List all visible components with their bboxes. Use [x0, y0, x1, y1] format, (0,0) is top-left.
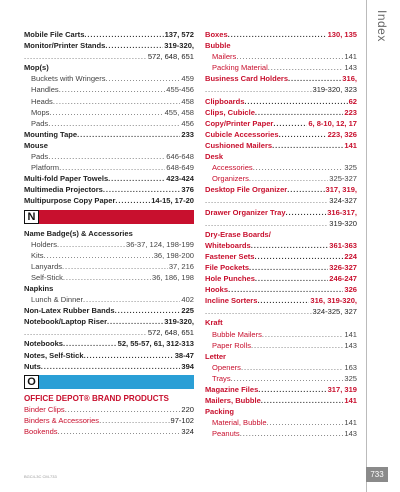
entry-pages: 324	[181, 426, 194, 436]
leader-dots	[24, 51, 147, 62]
entry-pages: 36-37, 124, 198-199	[126, 239, 194, 249]
entry-label: Bubble	[205, 41, 231, 51]
index-entry	[205, 373, 357, 384]
leader-dots	[84, 350, 174, 361]
index-entry	[205, 96, 357, 107]
entry-label: Incline Sorters	[205, 296, 258, 306]
leader-dots	[279, 129, 327, 140]
entry-pages: 572, 648, 651	[147, 52, 194, 62]
letter-bar-o-fill	[39, 375, 194, 389]
letter-n: N	[24, 210, 39, 224]
entry-label: Monitor/Printer Stands	[24, 41, 106, 51]
entry-label: Binder Clips	[24, 404, 65, 414]
leader-dots	[106, 73, 181, 84]
leader-dots	[255, 107, 344, 118]
entry-label: Drawer Organizer Tray	[205, 207, 286, 217]
entry-label: Kits	[31, 250, 44, 260]
leader-dots	[24, 327, 147, 338]
index-entry	[205, 240, 357, 251]
entry-pages: 143	[344, 63, 357, 73]
index-entry	[24, 272, 194, 283]
entry-label: Clipboards	[205, 96, 245, 106]
entry-pages: 52, 55-57, 61, 312-313	[117, 339, 194, 349]
leader-dots	[272, 140, 343, 151]
entry-pages: 97-102	[170, 415, 194, 425]
entry-pages: 141	[344, 52, 357, 62]
entry-pages: 402	[181, 295, 194, 305]
leader-dots	[63, 338, 117, 349]
leader-dots	[255, 273, 328, 284]
index-entry	[24, 305, 194, 316]
entry-label: Mailers, Bubble	[205, 396, 261, 406]
leader-dots	[65, 404, 181, 415]
brand-heading: OFFICE DEPOT® BRAND PRODUCTS	[24, 393, 169, 403]
leader-dots	[57, 239, 125, 250]
leader-dots	[288, 73, 341, 84]
entry-pages: 326	[344, 285, 357, 295]
index-entry	[205, 218, 357, 229]
leader-dots	[99, 415, 169, 426]
entry-label: Boxes	[205, 30, 228, 39]
index-entry	[205, 262, 357, 273]
index-entry	[205, 273, 357, 284]
leader-dots	[49, 107, 163, 118]
entry-pages: 648-649	[166, 163, 194, 173]
entry-label: Platform	[31, 163, 60, 173]
left-column	[24, 29, 194, 437]
letter-bar-n-fill	[39, 210, 194, 224]
entry-pages: 459	[181, 74, 194, 84]
index-entry	[205, 73, 357, 84]
index-entry	[24, 29, 194, 40]
index-entry	[205, 251, 357, 262]
entry-pages: 316, 319-320,	[310, 296, 357, 306]
leader-dots	[268, 62, 344, 73]
leader-dots	[205, 306, 312, 317]
entry-label: Multi-fold Paper Towels	[24, 174, 109, 184]
entry-pages: 62	[348, 96, 357, 106]
entry-pages: 143	[344, 429, 357, 439]
index-entry	[24, 350, 194, 361]
index-entry	[24, 316, 194, 327]
entry-pages: 326-327	[329, 262, 357, 272]
letter-bar-o	[24, 375, 194, 389]
index-entry	[24, 327, 194, 338]
index-entry	[24, 338, 194, 349]
entry-label: Lunch & Dinner	[31, 295, 84, 305]
index-entry	[205, 428, 357, 439]
entries-o	[24, 404, 194, 437]
index-entry	[205, 295, 357, 306]
index-entry	[205, 162, 357, 173]
leader-dots	[41, 361, 181, 372]
entry-pages: 455, 458	[164, 107, 194, 117]
entry-label: Dry-Erase Boards/	[205, 229, 271, 239]
leader-dots	[253, 162, 344, 173]
index-entry	[24, 73, 194, 84]
index-entry	[24, 250, 194, 261]
entry-pages: 223, 326	[327, 129, 357, 139]
entry-label: Fastener Sets	[205, 251, 255, 261]
index-entry	[24, 107, 194, 118]
leader-dots	[115, 195, 150, 206]
entry-pages: 141	[344, 140, 357, 150]
entry-pages: 317, 319,	[325, 185, 357, 195]
index-entry	[205, 417, 357, 428]
entry-pages: 456	[181, 118, 194, 128]
index-entry	[205, 306, 357, 317]
index-entry	[24, 51, 194, 62]
index-entry	[205, 395, 357, 406]
leader-dots	[228, 29, 327, 40]
index-entry	[24, 239, 194, 250]
entry-pages: 316,	[342, 74, 357, 84]
entry-label: Hooks	[205, 285, 229, 295]
entry-pages: 223	[344, 107, 357, 117]
entry-pages: 220	[181, 404, 194, 414]
entry-label: Nuts	[24, 361, 41, 371]
sidebar-divider	[366, 0, 367, 492]
index-entry	[24, 283, 194, 294]
entry-label: Binders & Accessories	[24, 415, 100, 425]
leader-dots	[115, 305, 181, 316]
index-entry	[205, 184, 357, 195]
leader-dots	[244, 96, 347, 107]
leader-dots	[108, 173, 165, 184]
index-entry	[24, 96, 194, 107]
entry-label: Trays	[212, 373, 231, 383]
index-entry	[205, 51, 357, 62]
entry-label: Paper Rolls	[212, 340, 252, 350]
entry-pages: 316-317,	[327, 207, 357, 217]
leader-dots	[59, 162, 165, 173]
entry-pages: 324-327	[329, 196, 357, 206]
entry-pages: 572, 648, 651	[147, 328, 194, 338]
entry-label: Mailers	[212, 52, 237, 62]
entry-label: Mobile File Carts	[24, 30, 85, 39]
entry-label: Openers	[212, 362, 241, 372]
entry-pages: 141	[344, 396, 357, 406]
leader-dots	[62, 261, 168, 272]
letter-o: O	[24, 375, 39, 389]
leader-dots	[205, 218, 328, 229]
index-entry	[24, 415, 194, 426]
entry-label: Mops	[31, 107, 50, 117]
leader-dots	[84, 29, 163, 40]
entry-pages: 246-247	[329, 274, 357, 284]
index-entry	[24, 228, 194, 239]
index-entry	[24, 40, 194, 51]
leader-dots	[241, 362, 343, 373]
entry-pages: 38-47	[174, 350, 194, 360]
index-entry	[24, 173, 194, 184]
leader-dots	[48, 151, 165, 162]
index-entry	[24, 426, 194, 437]
index-title: Index	[375, 10, 389, 42]
entry-label: Name Badge(s) & Accessories	[24, 228, 133, 238]
leader-dots	[77, 129, 180, 140]
entry-label: Packing Material	[212, 63, 268, 73]
leader-dots	[257, 295, 309, 306]
leader-dots	[63, 272, 151, 283]
entries-n	[24, 228, 194, 372]
index-entry	[205, 329, 357, 340]
index-entry	[24, 361, 194, 372]
leader-dots	[44, 250, 153, 261]
entry-pages: 137, 572	[164, 30, 194, 39]
leader-dots	[53, 96, 181, 107]
index-entry	[205, 384, 357, 395]
page-number: 733	[366, 467, 388, 482]
entry-label: Self-Stick	[31, 272, 63, 282]
entry-label: Desktop File Organizer	[205, 185, 288, 195]
leader-dots	[286, 207, 327, 218]
entry-pages: 143	[344, 340, 357, 350]
entry-pages: 36, 198-200	[153, 250, 194, 260]
entry-label: Letter	[205, 351, 226, 361]
entry-label: Lanyards	[31, 261, 63, 271]
entry-label: Material, Bubble	[212, 418, 267, 428]
entry-label: Organizers	[212, 174, 249, 184]
entry-label: Notebook/Laptop Riser	[24, 317, 108, 327]
letter-bar-n	[24, 210, 194, 224]
leader-dots	[262, 329, 343, 340]
index-entry	[205, 173, 357, 184]
entry-pages: 6, 8-10, 12, 17	[308, 118, 357, 128]
leader-dots	[205, 84, 312, 95]
index-sidebar	[365, 0, 400, 492]
leader-dots	[83, 294, 180, 305]
index-entry	[205, 284, 357, 295]
index-entry	[24, 184, 194, 195]
leader-dots	[231, 373, 344, 384]
leader-dots	[58, 426, 181, 437]
entry-label: Clips, Cubicle	[205, 107, 255, 117]
entry-label: Cubicle Accessories	[205, 129, 279, 139]
entry-pages: 325-327	[329, 174, 357, 184]
leader-dots	[258, 384, 326, 395]
index-entry	[24, 118, 194, 129]
footer-code: BGC4-3C CM-733	[24, 474, 57, 479]
entry-label: Desk	[205, 152, 224, 162]
index-entry	[205, 351, 357, 362]
entry-label: Pads	[31, 118, 49, 128]
entry-label: Hole Punches	[205, 274, 255, 284]
entry-pages: 225	[181, 306, 194, 316]
entry-pages: 36, 186, 198	[152, 272, 194, 282]
entry-pages: 319-320,	[164, 41, 194, 51]
entry-pages: 325	[344, 373, 357, 383]
index-entry	[205, 362, 357, 373]
entry-pages: 376	[181, 185, 194, 195]
entry-pages: 646-648	[166, 152, 194, 162]
index-entry	[24, 294, 194, 305]
index-entry	[205, 84, 357, 95]
entry-label: Non-Latex Rubber Bands	[24, 306, 115, 316]
index-entry	[205, 107, 357, 118]
entry-label: Bookends	[24, 426, 58, 436]
leader-dots	[287, 184, 324, 195]
leader-dots	[251, 240, 329, 251]
entries-right	[205, 29, 357, 439]
entry-pages: 319-320	[329, 218, 357, 228]
leader-dots	[273, 118, 307, 129]
entry-label: Whiteboards	[205, 240, 251, 250]
leader-dots	[249, 262, 328, 273]
entry-pages: 394	[181, 361, 194, 371]
index-entry	[205, 40, 357, 51]
entry-label: Multimedia Projectors	[24, 185, 103, 195]
entry-label: Buckets with Wringers	[31, 74, 106, 84]
entry-label: Bubble Mailers	[212, 329, 262, 339]
leader-dots	[48, 118, 180, 129]
index-entry	[205, 207, 357, 218]
leader-dots	[105, 40, 163, 51]
entry-label: Mounting Tape	[24, 129, 78, 139]
entry-pages: 423-424	[166, 174, 194, 184]
leader-dots	[240, 428, 344, 439]
index-entry	[24, 404, 194, 415]
entry-pages: 224	[344, 251, 357, 261]
entry-pages: 361-363	[329, 240, 357, 250]
entry-pages: 14-15, 17-20	[151, 196, 194, 206]
index-entry	[205, 317, 357, 328]
entry-label: Handles	[31, 85, 59, 95]
leader-dots	[107, 316, 163, 327]
index-entry	[205, 29, 357, 40]
index-entry	[205, 229, 357, 240]
entry-pages: 130, 135	[327, 30, 357, 39]
index-entry	[24, 162, 194, 173]
index-entry	[24, 62, 194, 73]
index-entry	[205, 62, 357, 73]
index-entry	[205, 195, 357, 206]
entry-label: Notes, Self-Stick	[24, 350, 84, 360]
leader-dots	[103, 184, 181, 195]
right-column	[205, 29, 357, 439]
entry-pages: 458	[181, 96, 194, 106]
entry-label: Copy/Printer Paper	[205, 118, 274, 128]
entry-label: Multipurpose Copy Paper	[24, 196, 116, 206]
index-entry	[205, 129, 357, 140]
entry-label: Notebooks	[24, 339, 63, 349]
index-entry	[205, 340, 357, 351]
index-entry	[205, 140, 357, 151]
entry-label: Kraft	[205, 318, 223, 328]
entry-pages: 319-320,	[164, 317, 194, 327]
entry-label: Packing	[205, 407, 234, 417]
index-entry	[205, 151, 357, 162]
entry-pages: 319-320, 323	[312, 85, 357, 95]
index-entry	[24, 151, 194, 162]
index-entry	[24, 129, 194, 140]
entry-pages: 163	[344, 362, 357, 372]
leader-dots	[261, 395, 344, 406]
leader-dots	[249, 173, 328, 184]
index-entry	[24, 195, 194, 206]
entry-label: Pads	[31, 152, 49, 162]
leader-dots	[267, 417, 344, 428]
entry-pages: 325	[344, 163, 357, 173]
entry-pages: 455-456	[166, 85, 194, 95]
entry-label: Magazine Files	[205, 385, 259, 394]
leader-dots	[228, 284, 343, 295]
entry-pages: 141	[344, 329, 357, 339]
entry-label: Mop(s)	[24, 63, 49, 73]
entry-label: Cushioned Mailers	[205, 140, 273, 150]
index-entry	[24, 261, 194, 272]
entry-label: Heads	[31, 96, 53, 106]
entries-m	[24, 29, 194, 207]
entry-label: Holders	[31, 239, 58, 249]
entry-label: Peanuts	[212, 429, 240, 439]
entry-pages: 141	[344, 418, 357, 428]
index-entry	[24, 140, 194, 151]
leader-dots	[251, 340, 343, 351]
entry-pages: 37, 216	[168, 261, 194, 271]
index-entry	[205, 118, 357, 129]
leader-dots	[205, 195, 328, 206]
entry-label: Napkins	[24, 283, 54, 293]
leader-dots	[59, 84, 166, 95]
entry-label: File Pockets	[205, 262, 250, 272]
entry-pages: 324-325, 327	[312, 307, 357, 317]
leader-dots	[255, 251, 344, 262]
entry-pages: 317, 319	[327, 385, 357, 394]
entry-pages: 233	[181, 129, 194, 139]
entry-label: Business Card Holders	[205, 74, 289, 84]
index-entry	[205, 406, 357, 417]
leader-dots	[236, 51, 343, 62]
entry-label: Accessories	[212, 163, 253, 173]
index-entry	[24, 84, 194, 95]
entry-label: Mouse	[24, 140, 48, 150]
